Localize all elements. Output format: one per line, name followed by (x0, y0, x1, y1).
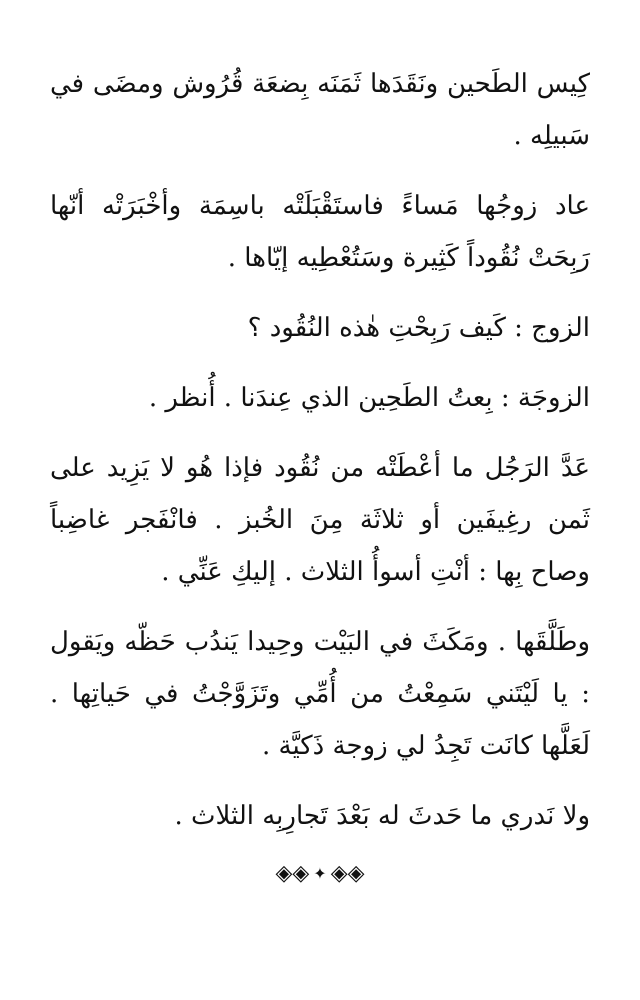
paragraph-6: وطَلَّقَها . ومَكَثَ في البَيْت وحِيدا يَندُب حَظّه ويَقول : يا لَيْتَني سَمِعْتُ من أُمِّي وتَزَوَّجْتُ في حَياتِها . لَعَلَّها كانَت تَجِدُ لي زوجة ذَكيَّة . (50, 627, 590, 761)
paragraph-4-wife-dialogue: الزوجَة : بِعتُ الطَحِين الذي عِندَنا . أُنظر . (148, 383, 590, 413)
paragraph-5: عَدَّ الرَجُل ما أعْطَتْه من نُقُود فإذا هُو لا يَزِيد على ثَمن رغِيفَين أو ثلاثَة مِنَ الخُبز . فانْفَجر غاضِباً وصاح بِها : أنْتِ أسوأُ الثلاث . إليكِ عَنِّي . (50, 453, 590, 587)
ornament-star-icon: ✦ (313, 864, 327, 883)
end-ornament (0, 862, 640, 886)
paragraph-1: كِيس الطَحين ونَقَدَها ثَمَنَه بِضعَة قُرُوش ومضَى في سَبيلِه . (50, 69, 590, 151)
ornament-right-icon: ◈◈ (330, 861, 365, 886)
ornament-left-icon: ◈◈ (275, 861, 310, 886)
paragraph-7: ولا نَدري ما حَدثَ له بَعْدَ تَجارِبِه الثلاث . (174, 801, 590, 831)
paragraph-2: عاد زوجُها مَساءً فاستَقْبَلَتْه باسِمَة وأخْبَرَتْه أنّها رَبِحَتْ نُقُوداً كَثِيرة وسَتُعْطِيه إيّاها . (50, 191, 590, 273)
paragraph-3-husband-dialogue: الزوج : كَيف رَبِحْتِ هٰذه النُقُود ؟ (247, 313, 590, 343)
story-text (50, 58, 590, 842)
